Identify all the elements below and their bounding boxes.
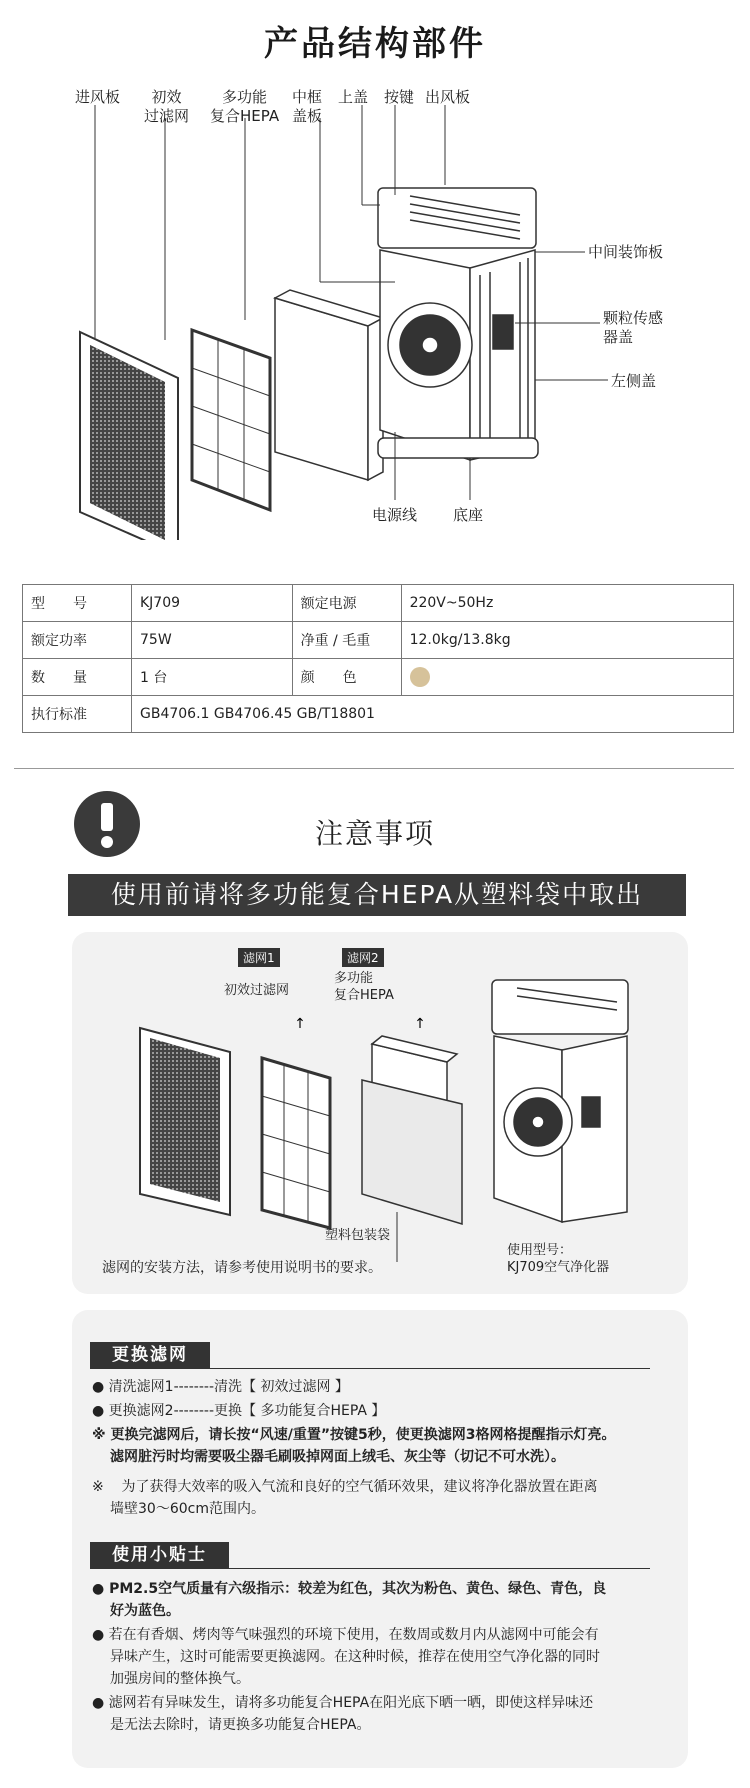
label-inlet-panel: 进风板 xyxy=(75,88,121,106)
filter2-name: 多功能 复合HEPA xyxy=(334,971,394,1003)
main-unit-drawing xyxy=(378,188,538,460)
notice-title: 注意事项 xyxy=(314,817,435,850)
label-buttons: 按键 xyxy=(384,88,415,106)
divider xyxy=(90,1568,650,1569)
filter1-tag: 滤网1 xyxy=(238,948,280,967)
table-row xyxy=(23,585,734,622)
spec-key: 额定电源 xyxy=(292,585,401,622)
list-item: ● 清洗滤网1--------清洗【 初效过滤网 】 xyxy=(92,1379,349,1395)
list-item: ● PM2.5空气质量有六级指示：较差为红色，其次为粉色、黄色、绿色、青色，良 xyxy=(92,1581,607,1597)
spec-value: KJ709 xyxy=(132,585,293,622)
color-swatch xyxy=(410,667,430,687)
svg-text:↑: ↑ xyxy=(294,1016,306,1032)
svg-text:↑: ↑ xyxy=(414,1016,426,1032)
label-mid-frame-cover: 中框 盖板 xyxy=(292,88,323,125)
filter1-name: 初效过滤网 xyxy=(224,983,290,998)
page-title: 产品结构部件 xyxy=(264,24,486,64)
list-item: 滤网脏污时均需要吸尘器毛刷吸掉网面上绒毛、灰尘等（切记不可水洗）。 xyxy=(110,1449,565,1465)
spec-key: 型 号 xyxy=(23,585,132,622)
label-primary-filter: 初效 过滤网 xyxy=(144,88,190,125)
spec-value xyxy=(401,659,733,696)
bag-label: 塑料包装袋 xyxy=(325,1228,391,1243)
hepa-drawing xyxy=(275,290,383,480)
divider xyxy=(90,1368,650,1369)
spec-key: 颜 色 xyxy=(292,659,401,696)
label-top-cover: 上盖 xyxy=(338,88,369,106)
filter-install-panel xyxy=(72,932,688,1294)
inlet-panel-drawing xyxy=(80,332,178,540)
label-power-cord: 电源线 xyxy=(372,506,418,524)
spec-table xyxy=(22,584,734,733)
list-item: 加强房间的整体换气。 xyxy=(110,1671,250,1687)
spec-key: 执行标准 xyxy=(23,696,132,733)
tips-heading: 使用小贴士 xyxy=(90,1542,229,1568)
label-hepa: 多功能 复合HEPA xyxy=(210,88,280,125)
replace-heading: 更换滤网 xyxy=(90,1342,210,1368)
notice-banner: 使用前请将多功能复合HEPA从塑料袋中取出 xyxy=(68,874,686,916)
exploded-diagram xyxy=(0,0,750,540)
tips-panel xyxy=(72,1310,688,1768)
install-note: 滤网的安装方法，请参考使用说明书的要求。 xyxy=(102,1260,382,1276)
label-base: 底座 xyxy=(453,506,484,524)
label-left-cover: 左侧盖 xyxy=(611,372,657,390)
spec-key: 额定功率 xyxy=(23,622,132,659)
list-item: ※ 更换完滤网后，请长按“风速/重置”按键5秒，使更换滤网3格网格提醒指示灯亮。 xyxy=(92,1427,616,1443)
label-sensor-cover: 颗粒传感 器盖 xyxy=(603,309,664,346)
label-outlet-panel: 出风板 xyxy=(425,88,471,106)
spec-key: 数 量 xyxy=(23,659,132,696)
spec-value: 1 台 xyxy=(132,659,293,696)
spec-key: 净重 / 毛重 xyxy=(292,622,401,659)
table-row xyxy=(23,622,734,659)
primary-filter-drawing xyxy=(192,330,270,510)
divider xyxy=(14,768,734,769)
list-item: 好为蓝色。 xyxy=(110,1603,180,1619)
list-item: ※ 为了获得大效率的吸入气流和良好的空气循环效果，建议将净化器放置在距离 xyxy=(92,1479,598,1495)
table-row xyxy=(23,659,734,696)
filter2-tag: 滤网2 xyxy=(342,948,384,967)
label-mid-deco-panel: 中间装饰板 xyxy=(588,243,664,261)
list-item: 墙壁30～60cm范围内。 xyxy=(110,1501,265,1517)
list-item: 是无法去除时，请更换多功能复合HEPA。 xyxy=(110,1717,371,1733)
list-item: ● 若在有香烟、烤肉等气味强烈的环境下使用，在数周或数月内从滤网中可能会有 xyxy=(92,1627,599,1643)
spec-value: GB4706.1 GB4706.45 GB/T18801 xyxy=(132,696,734,733)
spec-value: 12.0kg/13.8kg xyxy=(401,622,733,659)
model-note: 使用型号： KJ709空气净化器 xyxy=(507,1243,610,1275)
list-item: ● 更换滤网2--------更换【 多功能复合HEPA 】 xyxy=(92,1403,386,1419)
list-item: ● 滤网若有异味发生，请将多功能复合HEPA在阳光底下晒一晒，即使这样异味还 xyxy=(92,1695,594,1711)
spec-value: 220V~50Hz xyxy=(401,585,733,622)
list-item: 异味产生，这时可能需要更换滤网。在这种时候，推荐在使用空气净化器的同时 xyxy=(110,1649,600,1665)
spec-value: 75W xyxy=(132,622,293,659)
table-row xyxy=(23,696,734,733)
